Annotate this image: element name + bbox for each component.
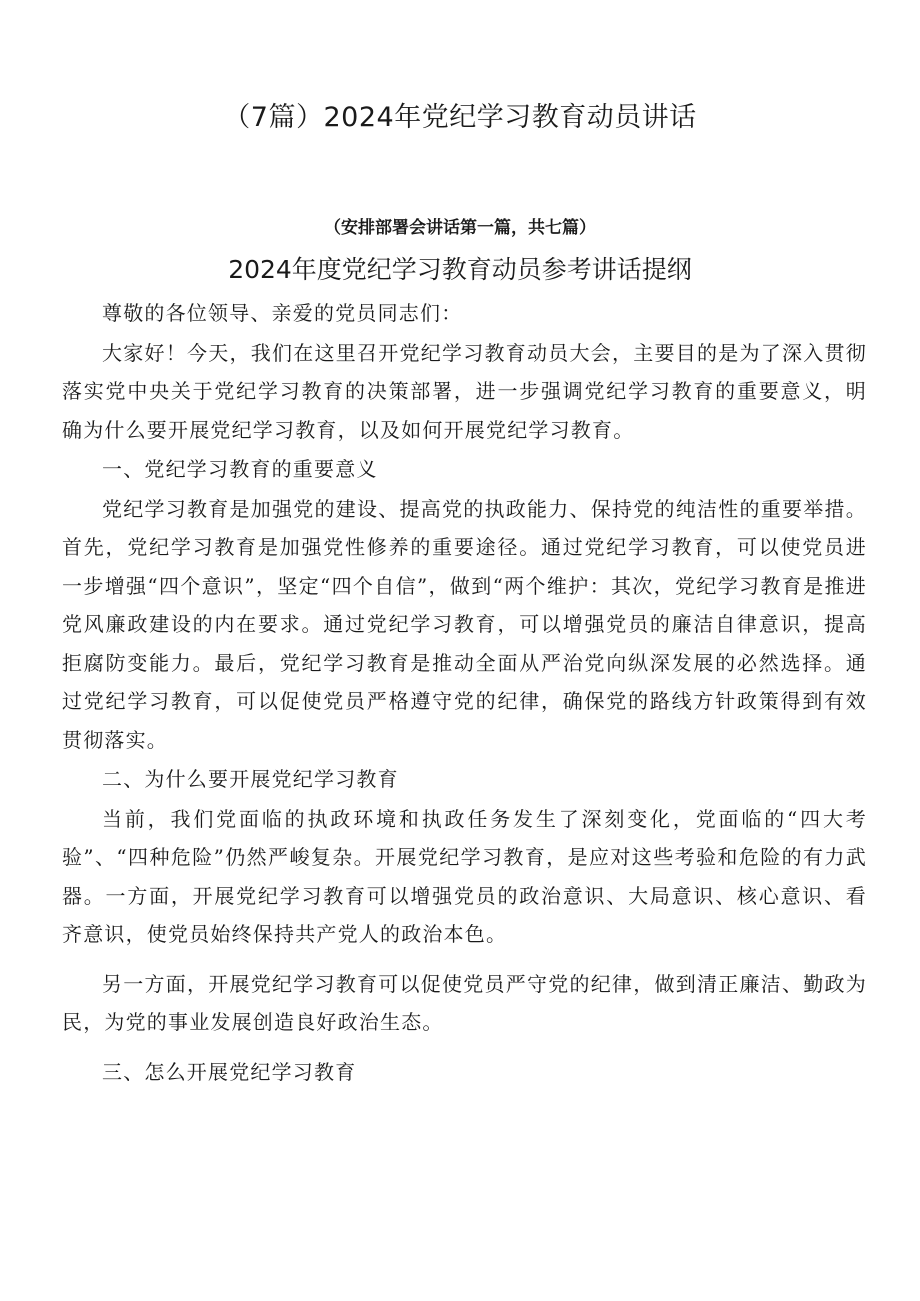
body-paragraph: 大家好！今天，我们在这里召开党纪学习教育动员大会，主要目的是为了深入贯彻落实党中央关于党纪学习教育的决策部署，进一步强调党纪学习教育的重要意义，明确为什么要开展党纪学习教育，以及如何开展党纪学习教育。 bbox=[62, 340, 867, 442]
document-sub-note: （安排部署会讲话第一篇，共七篇） bbox=[324, 218, 596, 238]
body-paragraph: 当前，我们党面临的执政环境和执政任务发生了深刻变化，党面临的“四大考验”、“四种危险”仍然严峻复杂。开展党纪学习教育，是应对这些考验和危险的有力武器。一方面，开展党纪学习教育可以增强党员的政治意识、大局意识、核心意识、看齐意识，使党员始终保持共产党人的政治本色。 bbox=[62, 806, 867, 946]
section-heading: 二、为什么要开展党纪学习教育 bbox=[102, 767, 399, 791]
section-heading: 三、怎么开展党纪学习教育 bbox=[102, 1059, 357, 1084]
body-paragraph: 另一方面，开展党纪学习教育可以促使党员严守党的纪律，做到清正廉洁、勤政为民，为党的事业发展创造良好政治生态。 bbox=[62, 971, 867, 1034]
body-paragraph: 党纪学习教育是加强党的建设、提高党的执政能力、保持党的纯洁性的重要举措。首先，党纪学习教育是加强党性修养的重要途径。通过党纪学习教育，可以使党员进一步增强“四个意识”，坚定“四个自信”，做到“两个维护：其次，党纪学习教育是推进党风廉政建设的内在要求。通过党纪学习教育，可以增强党员的廉洁自律意识，提高拒腐防变能力。最后，党纪学习教育是推动全面从严治党向纵深发展的必然选择。通过党纪学习教育，可以促使党员严格遵守党的纪律，确保党的路线方针政策得到有效贯彻落实。 bbox=[62, 496, 867, 752]
document-main-title: （7篇）2024年党纪学习教育动员讲话 bbox=[223, 102, 697, 133]
speech-title: 2024年度党纪学习教育动员参考讲话提纲 bbox=[228, 255, 692, 284]
section-heading: 一、党纪学习教育的重要意义 bbox=[102, 457, 378, 481]
salutation-paragraph: 尊敬的各位领导、亲爱的党员同志们： bbox=[102, 301, 463, 325]
document-body bbox=[62, 294, 867, 1092]
